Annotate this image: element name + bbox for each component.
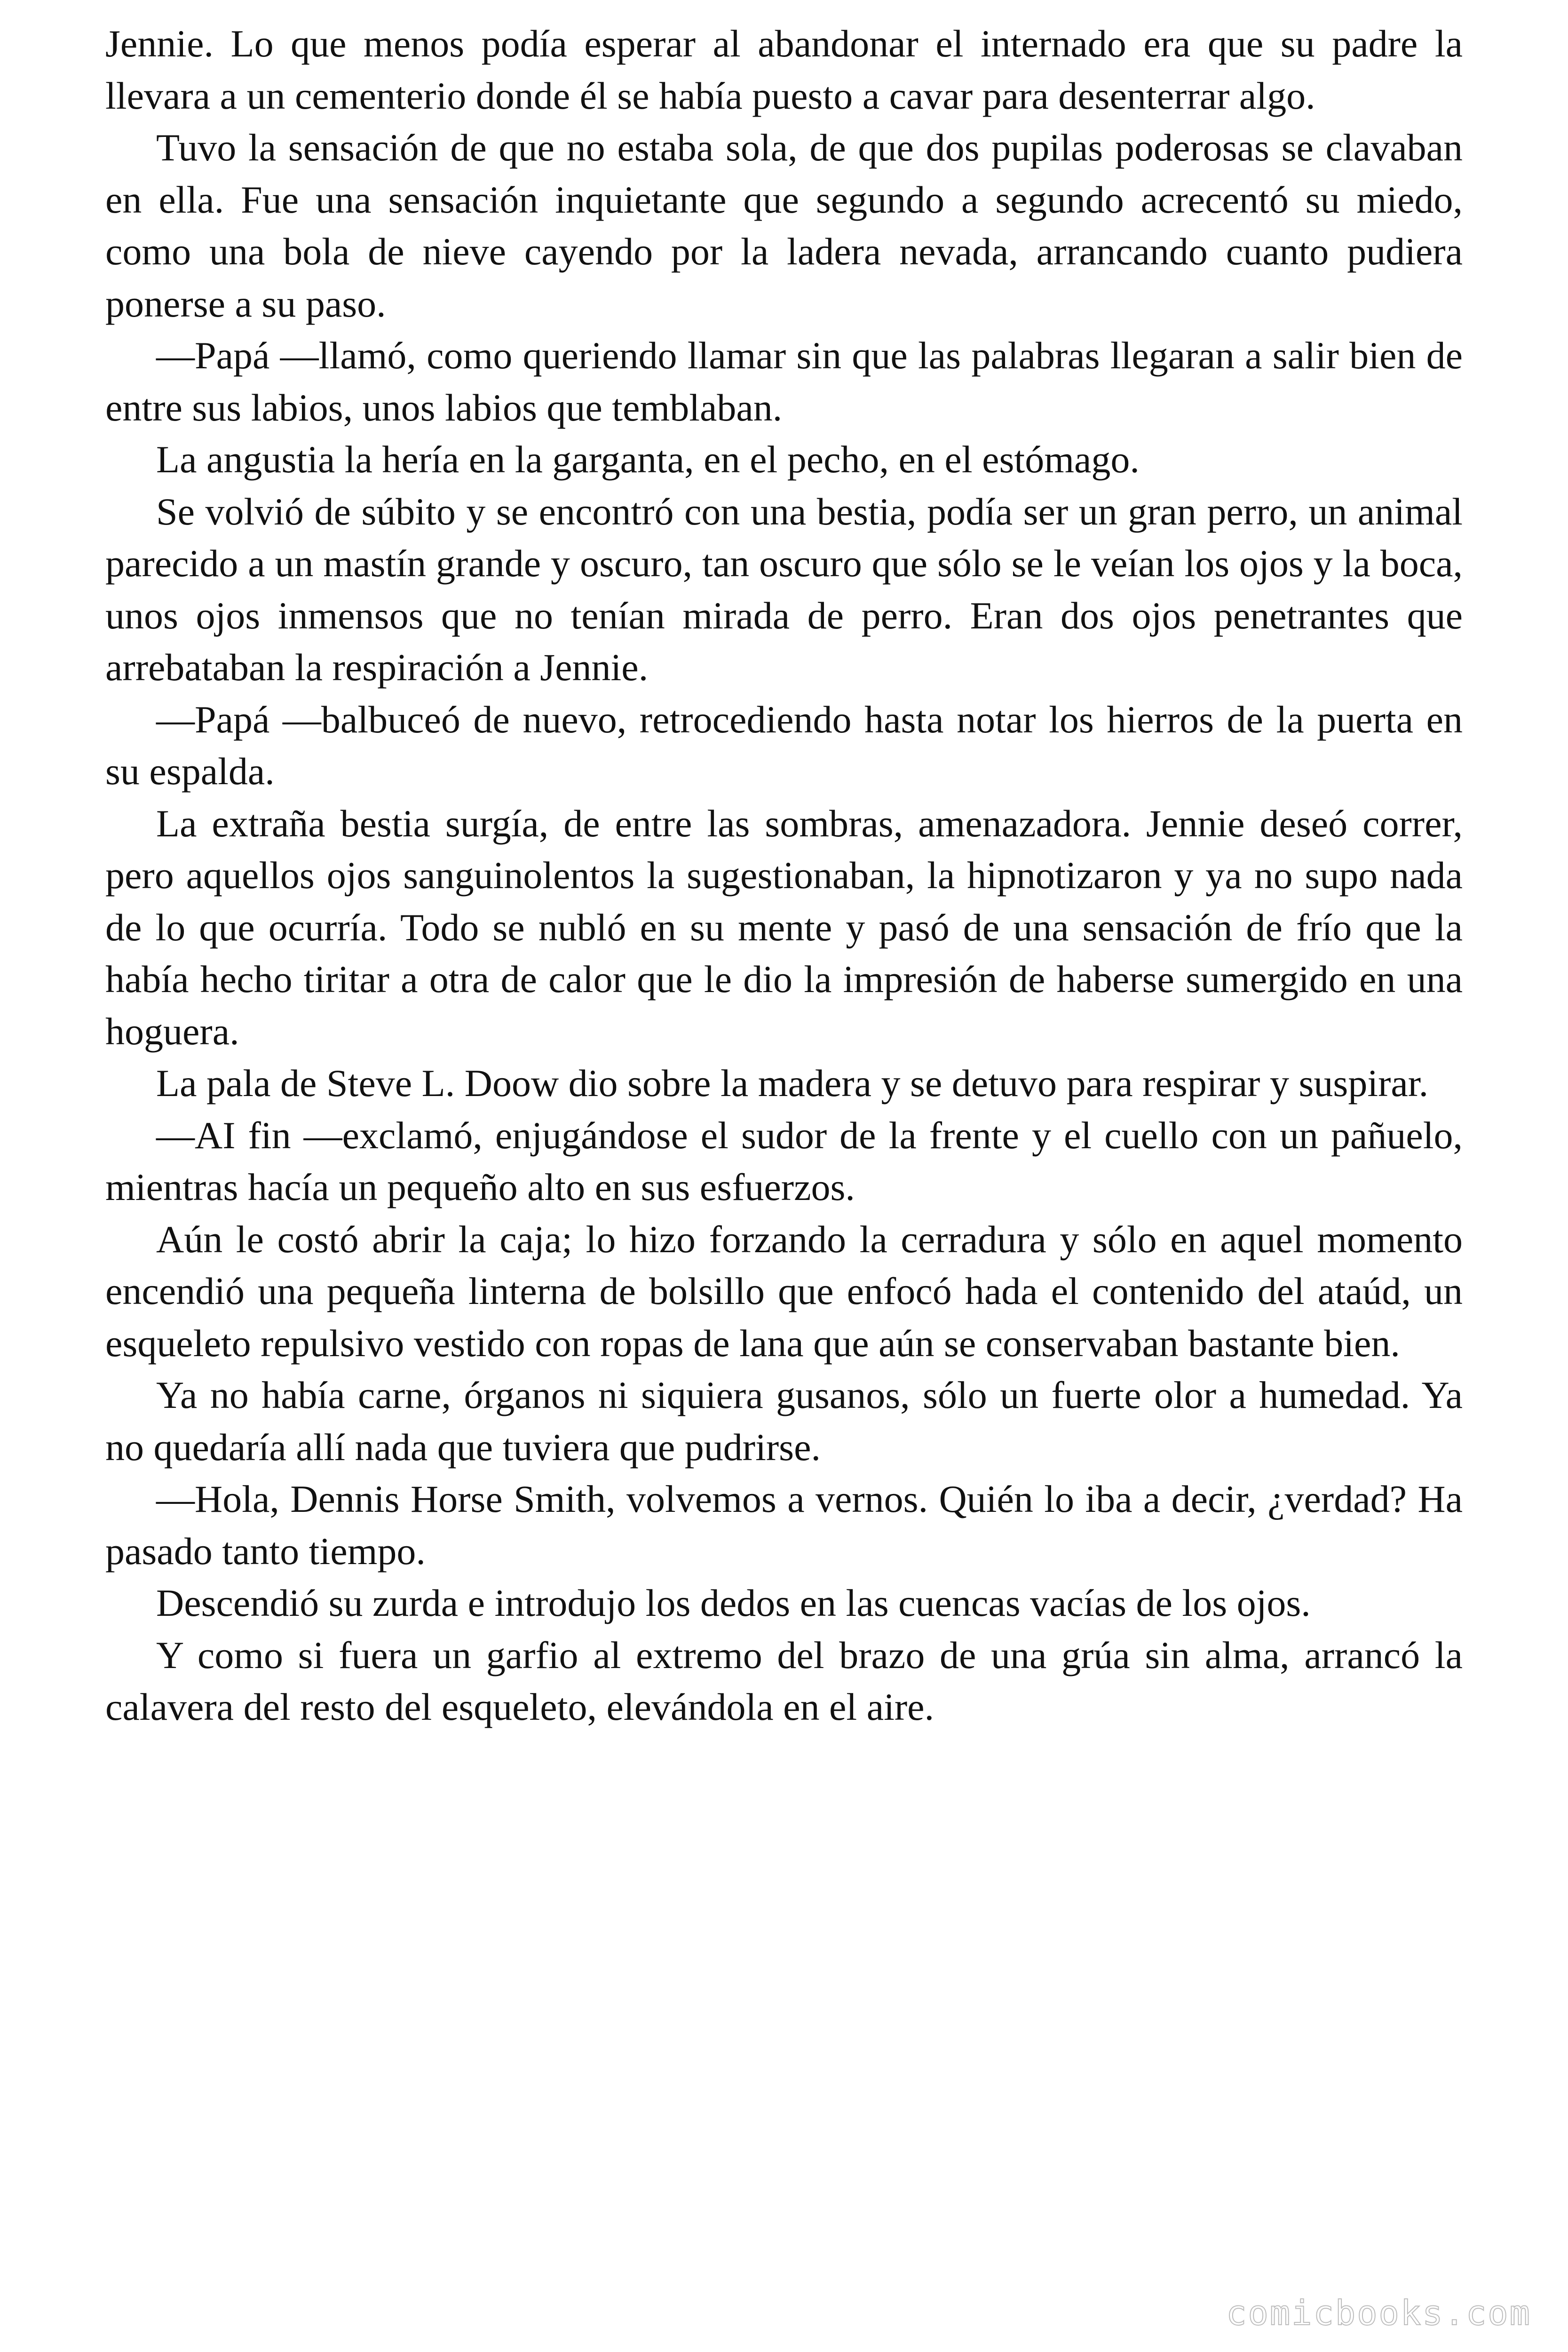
paragraph-4: La angustia la hería en la garganta, en el pecho, en el estómago. [156,438,1140,481]
paragraph-14: Y como si fuera un garfio al extremo del brazo de una grúa sin alma, arrancó la calavera del resto del esqueleto, elevándola en el aire. [105,1633,1463,1728]
paragraph-8: La pala de Steve L. Doow dio sobre la madera y se detuvo para respirar y suspirar. [156,1062,1429,1104]
paragraph-6: —Papá —balbuceó de nuevo, retrocediendo hasta notar los hierros de la puerta en su espalda. [105,698,1463,793]
paragraph-5: Se volvió de súbito y se encontró con una bestia, podía ser un gran perro, un animal parecido a un mastín grande y oscuro, tan oscuro que sólo se le veían los ojos y la boca, unos ojos inmensos que no tenían mirada de perro. Eran dos ojos penetrantes que arrebataban la respiración a Jennie. [105,490,1463,689]
paragraph-7: La extraña bestia surgía, de entre las sombras, amenazadora. Jennie deseó correr, pero aquellos ojos sanguinolentos la sugestionaban, la hipnotizaron y ya no supo nada de lo que ocurría. Todo se nubló en su mente y pasó de una sensación de frío que la había hecho tiritar a otra de calor que le dio la impresión de haberse sumergido en una hoguera. [105,802,1463,1053]
paragraph-11: Ya no había carne, órganos ni siquiera gusanos, sólo un fuerte olor a humedad. Ya no quedaría allí nada que tuviera que pudrirse. [105,1374,1463,1469]
paragraph-3: —Papá —llamó, como queriendo llamar sin que las palabras llegaran a salir bien de entre sus labios, unos labios que temblaban. [105,334,1463,429]
paragraph-12: —Hola, Dennis Horse Smith, volvemos a vernos. Quién lo iba a decir, ¿verdad? Ha pasado tanto tiempo. [105,1478,1463,1573]
paragraph-10: Aún le costó abrir la caja; lo hizo forzando la cerradura y sólo en aquel momento encendió una pequeña linterna de bolsillo que enfocó hada el contenido del ataúd, un esqueleto repulsivo vestido con ropas de lana que aún se conservaban bastante bien. [105,1217,1463,1365]
paragraph-2: Tuvo la sensación de que no estaba sola, de que dos pupilas poderosas se clavaban en ella. Fue una sensación inquietante que segundo a segundo acrecentó su miedo, como una bola de nieve cayendo por la ladera nevada, arrancando cuanto pudiera ponerse a su paso. [105,126,1463,325]
paragraph-9: —AI fin —exclamó, enjugándose el sudor de la frente y el cuello con un pañuelo, mientras hacía un pequeño alto en sus esfuerzos. [105,1113,1463,1208]
watermark-text: comicbooks.com [1226,2293,1531,2333]
body-text [105,18,1463,1733]
paragraph-13: Descendió su zurda e introdujo los dedos en las cuencas vacías de los ojos. [156,1581,1311,1624]
paragraph-1: Jennie. Lo que menos podía esperar al abandonar el internado era que su padre la llevara a un cementerio donde él se había puesto a cavar para desenterrar algo. [105,22,1463,117]
